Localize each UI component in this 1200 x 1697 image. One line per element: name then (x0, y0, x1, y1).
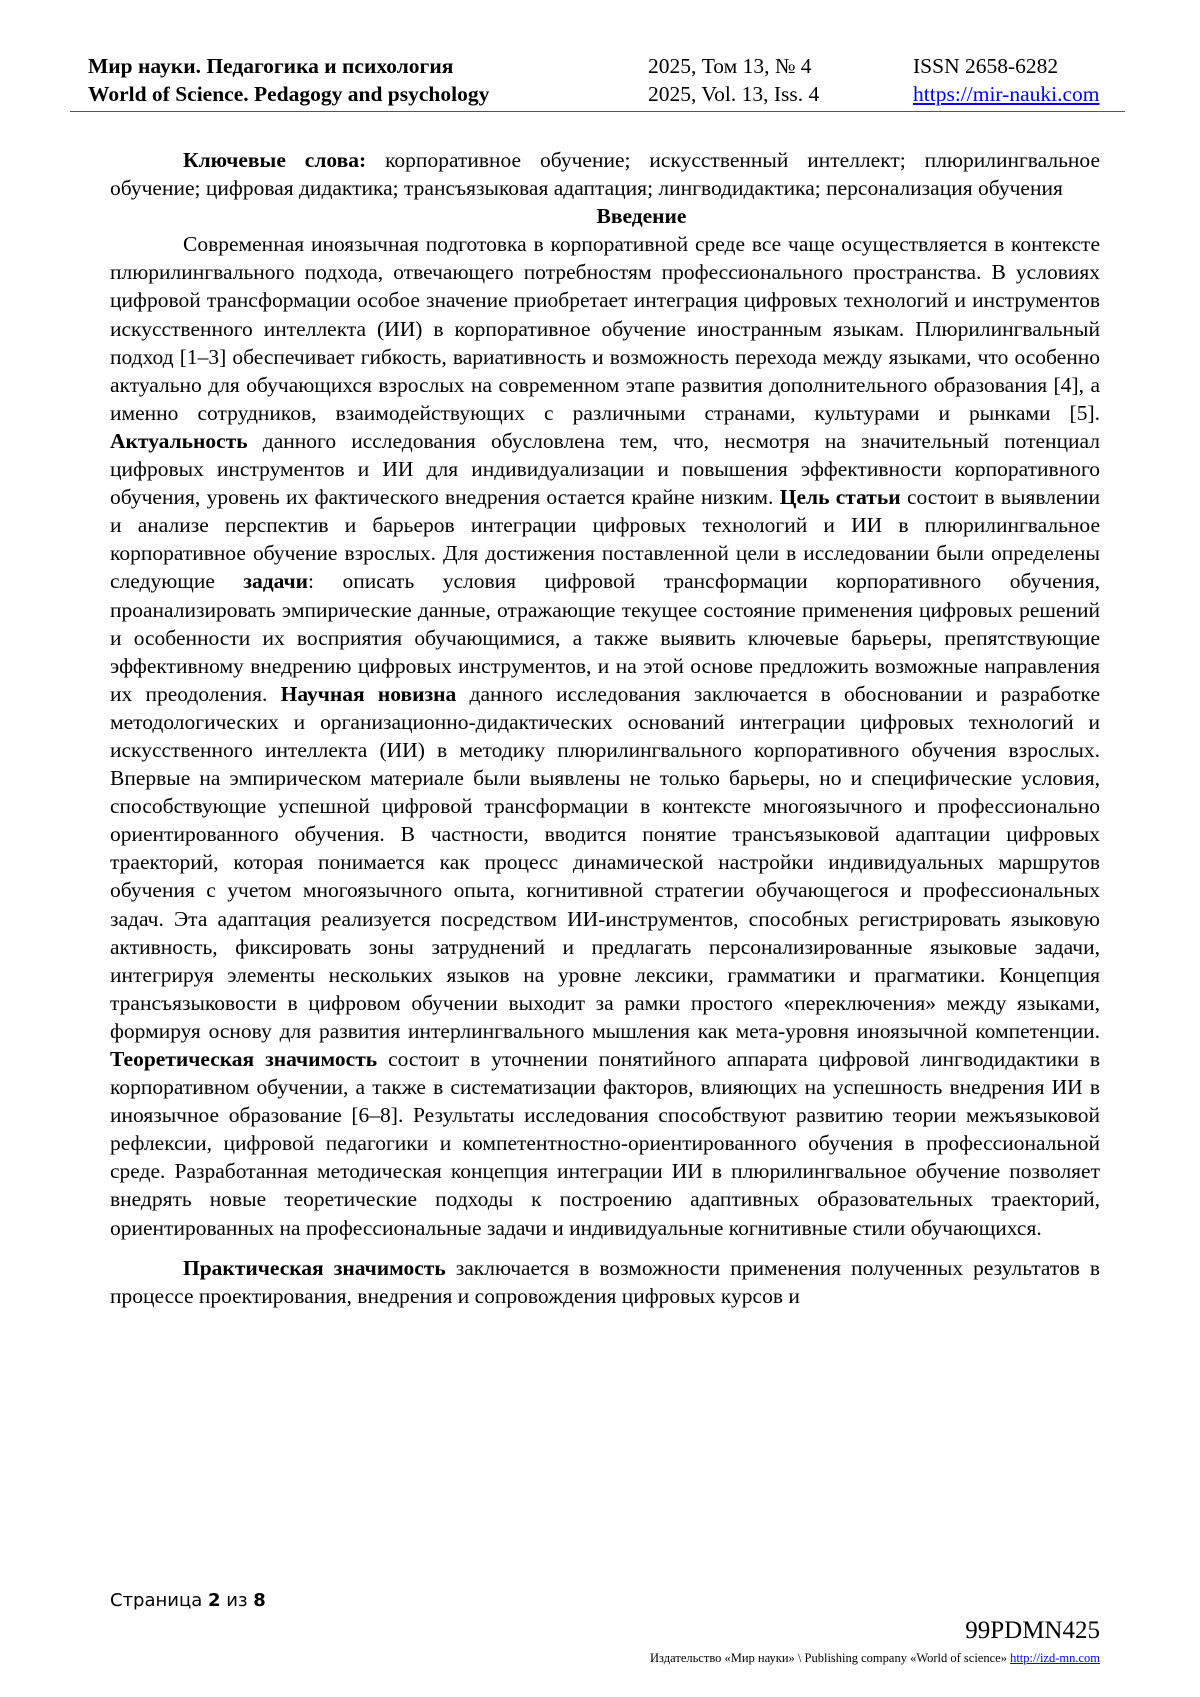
issue-en: 2025, Vol. 13, Iss. 4 (648, 82, 820, 106)
issue-ru: 2025, Том 13, № 4 (648, 54, 812, 78)
page-total: 8 (253, 1590, 266, 1611)
keywords-text: корпоративное обучение; искусственный интеллект; плюрилингвальное обучение; цифровая дидактика; трансъязыковая адаптация; лингводидактика; персонализация обучения (110, 148, 1100, 201)
journal-title-ru: Мир науки. Педагогика и психология (88, 54, 454, 78)
intro-text-5: данного исследования заключается в обосновании и разработке методологических и организационно-дидактических оснований интеграции цифровых технологий и искусственного интеллекта (ИИ) в методику плюрилингвального корпоративного обучения взрослых. Впервые на эмпирическом материале были выявлены не только барьеры, но и специфические условия, способствующие успешной цифровой трансформации в контексте многоязычного и профессионально ориентированного обучения. В частности, вводится понятие трансъязыковой адаптации цифровых траекторий, которая понимается как процесс динамической настройки индивидуальных маршрутов обучения с учетом многоязычного опыта, когнитивной стратегии обучающегося и профессиональных задач. Эта адаптация реализуется посредством ИИ-инструментов, способных регистрировать языковую активность, фиксировать зоны затруднений и предлагать персонализированные языковые задачи, интегрируя элементы нескольких языков на уровне лексики, грамматики и прагматики. Концепция трансъязыковости в цифровом обучении выходит за рамки простого «переключения» между языками, формируя основу для развития интерлингвального мышления как мета-уровня иноязычной компетенции. (110, 681, 1101, 1043)
issue-info (648, 52, 819, 108)
journal-url-link[interactable]: https://mir-nauki.com (913, 82, 1100, 106)
keywords-paragraph (110, 146, 1100, 202)
keywords-label: Ключевые слова: (183, 148, 367, 172)
publisher-text: Издательство «Мир науки» \ Publishing company «World of science» (650, 1651, 1007, 1665)
practical-paragraph (110, 1254, 1100, 1310)
journal-title (88, 52, 489, 108)
intro-text-1: Современная иноязычная подготовка в корпоративной среде все чаще осуществляется в контексте плюрилингвального подхода, отвечающего потребностям профессионального пространства. В условиях цифровой трансформации особое значение приобретает интеграция цифровых технологий и инструментов искусственного интеллекта (ИИ) в корпоративное обучение иностранным языкам. Плюрилингвальный подход [1–3] обеспечивает гибкость, вариативность и возможность перехода между языками, что особенно актуально для обучающихся взрослых на современном этапе развития дополнительного образования [4], а именно сотрудников, взаимодействующих с различными странами, культурами и рынками [5]. (110, 232, 1100, 425)
article-code: 99PDMN425 (965, 1617, 1100, 1644)
journal-title-en: World of Science. Pedagogy and psychology (88, 82, 490, 106)
running-header (70, 52, 1125, 112)
novelty-term: Научная новизна (280, 681, 457, 706)
intro-text-6: состоит в уточнении понятийного аппарата цифровой лингводидактики в корпоративном обучении, а также в систематизации факторов, влияющих на успешность внедрения ИИ в иноязычное образование [6–8]. Результаты исследования способствуют развитию теории межъязыковой рефлексии, цифровой педагогики и компетентностно-ориентированного обучения в профессиональной среде. Разработанная методическая концепция интеграции ИИ в плюрилингвальное обучение позволяет внедрять новые теоретические подходы к построению адаптивных образовательных траекторий, ориентированных на профессиональные задачи и индивидуальные когнитивные стили обучающихся. (110, 1047, 1101, 1240)
publisher-line (650, 1651, 1100, 1666)
article-body (110, 146, 1100, 1310)
section-heading: Введение (596, 204, 687, 229)
intro-paragraph (110, 230, 1100, 1241)
practical-term: Практическая значимость (183, 1255, 446, 1280)
practical-text: заключается в возможности применения полученных результатов в процессе проектирования, внедрения и сопровождения цифровых курсов и (110, 1255, 1101, 1308)
goal-term: Цель статьи (779, 485, 901, 510)
tasks-term: задачи (243, 569, 309, 594)
publisher-url-link[interactable]: http://izd-mn.com (1010, 1651, 1100, 1665)
page-label: Страница (110, 1590, 203, 1611)
relevance-term: Актуальность (110, 428, 248, 453)
issn: ISSN 2658-6282 (913, 54, 1059, 78)
page-current: 2 (208, 1590, 221, 1611)
header-divider (70, 111, 1125, 112)
theory-term: Теоретическая значимость (110, 1047, 378, 1071)
page-of: из (226, 1590, 248, 1611)
page-number (110, 1590, 266, 1611)
intro-text-2: данного исследования обусловлена тем, что, несмотря на значительный потенциал цифровых инструментов и ИИ для индивидуализации и повышения эффективности корпоративного обучения, уровень их фактического внедрения остается крайне низким. (110, 428, 1100, 510)
intro-text-4: : описать условия цифровой трансформации корпоративного обучения, проанализировать эмпирические данные, отражающие текущее состояние применения цифровых решений и особенности их восприятия обучающимися, а также выявить ключевые барьеры, препятствующие эффективному внедрению цифровых инструментов, и на этой основе предложить возможные направления их преодоления. (110, 569, 1101, 706)
issn-block (913, 52, 1099, 108)
intro-text-3: состоит в выявлении и анализе перспектив и барьеров интеграции цифровых технологий и ИИ в плюрилингвальное корпоративное обучение взрослых. Для достижения поставленной цели в исследовании были определены следующие (110, 485, 1101, 594)
